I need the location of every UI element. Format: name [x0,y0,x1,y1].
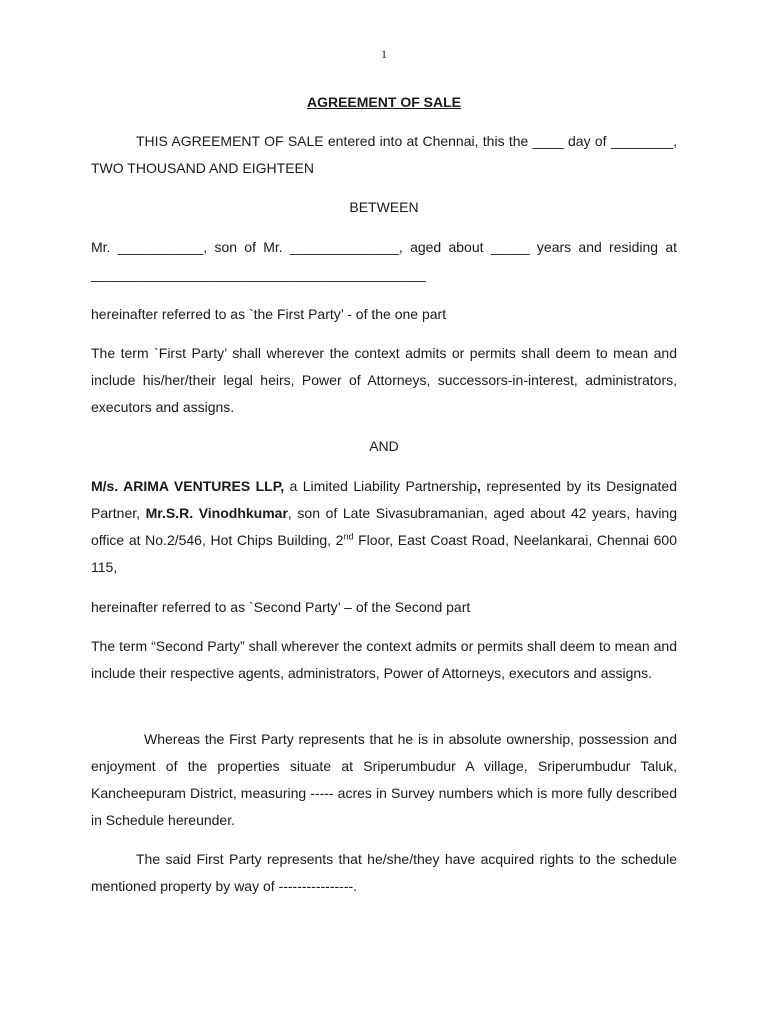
second-party-text: represented by its Designated Partner, [91,478,677,521]
first-party-details: Mr. ___________, son of Mr. ______________, aged about _____ years and residing at ___________________________________________ [91,239,677,282]
second-party-referred: hereinafter referred to as `Second Party’ – of the Second part [91,599,471,615]
bold-comma: , [477,478,481,494]
floor-superscript: nd [343,531,354,542]
second-party-text: , son of Late Sivasubramanian, aged about 42 years, having office at No.2/546, Hot Chips Building, 2 [91,505,678,548]
company-name: M/s. ARIMA VENTURES LLP, [91,478,285,494]
partner-name: Mr.S.R. Vinodhkumar [145,505,288,521]
second-party-term: The term “Second Party” shall wherever the context admits or permits shall deem to mean and include their respective agents, administrators, Power of Attorneys, executors and assigns. [91,638,677,681]
first-party-term: The term `First Party’ shall wherever the context admits or permits shall deem to mean and include his/her/their legal heirs, Power of Attorneys, successors-in-interest, administrators, executors and assigns. [91,345,677,415]
second-party-text: Floor, East Coast Road, Neelankarai, Chennai 600 115, [91,532,677,575]
second-party-details [91,473,677,581]
second-party-text: a Limited Liability Partnership [284,478,478,494]
between-heading: BETWEEN [349,199,419,215]
acquired-paragraph: The said First Party represents that he/she/they have acquired rights to the schedule mentioned property by way of ----------------. [91,851,677,894]
document-title: AGREEMENT OF SALE [306,94,461,110]
first-party-referred: hereinafter referred to as `the First Party’ - of the one part [91,306,447,322]
intro-paragraph: THIS AGREEMENT OF SALE entered into at Chennai, this the ____ day of ________, TWO THOUSAND AND EIGHTEEN [91,133,677,176]
page-number: 1 [381,47,387,61]
whereas-paragraph: Whereas the First Party represents that he is in absolute ownership, possession and enjoyment of the properties situate at Sriperumbudur A village, Sriperumbudur Taluk, Kancheepuram District, measuring ----- acres in Survey numbers which is more fully described in Schedule hereunder. [91,731,677,828]
and-heading: AND [369,438,399,454]
